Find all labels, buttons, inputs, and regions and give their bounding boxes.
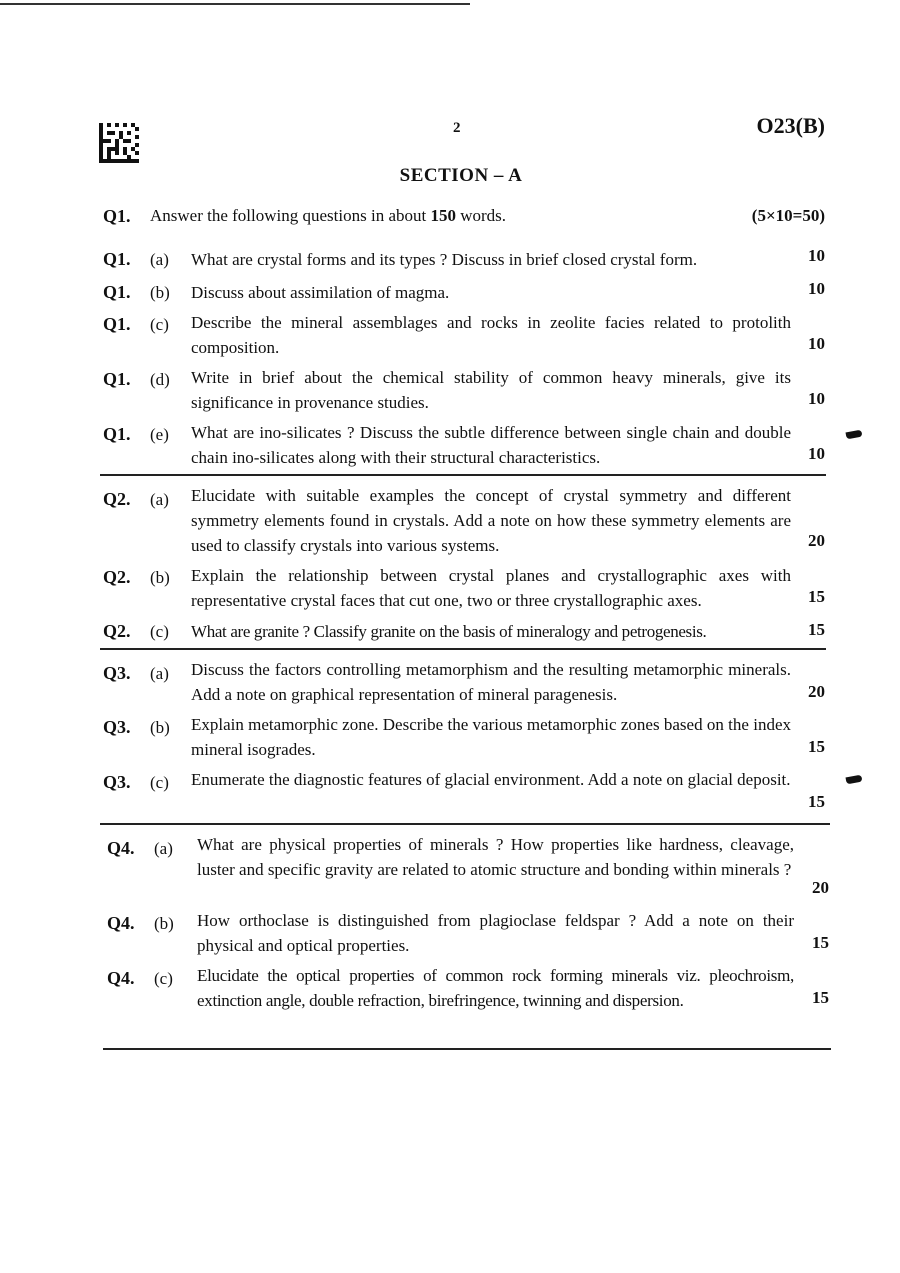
- top-edge-rule: [0, 3, 470, 5]
- question-item: [103, 657, 825, 707]
- question-marks: 10: [808, 279, 825, 298]
- question-number: Q1.: [103, 314, 131, 334]
- question-part: (d): [150, 370, 170, 389]
- question-text: Elucidate with suitable examples the concept of crystal symmetry and different symmetry elements found in crystals. Add a note on how these symmetry elements are used to classify crystals into various systems.: [191, 486, 791, 555]
- question-number: Q4.: [107, 838, 135, 858]
- question-text: What are granite ? Classify granite on the basis of mineralogy and petrogenesis.: [191, 622, 707, 641]
- question-number: Q1.: [103, 249, 131, 269]
- question-number: Q1.: [103, 206, 131, 226]
- question-part: (c): [150, 773, 169, 792]
- question-item: [103, 563, 825, 613]
- question-number: Q2.: [103, 489, 131, 509]
- question-text: Write in brief about the chemical stability of common heavy minerals, give its significance in provenance studies.: [191, 368, 791, 412]
- question-number: Q1.: [103, 424, 131, 444]
- question-number: Q1.: [103, 369, 131, 389]
- question-number: Q1.: [103, 282, 131, 302]
- divider: [100, 474, 826, 476]
- question-text: How orthoclase is distinguished from plagioclase feldspar ? Add a note on their physical and optical properties.: [197, 911, 794, 955]
- margin-tick-mark: [846, 775, 863, 785]
- question-text: Elucidate the optical properties of common rock forming minerals viz. pleochroism, extinction angle, double refraction, birefringence, twinning and dispersion.: [197, 966, 794, 1010]
- question-part: (e): [150, 425, 169, 444]
- page-number: 2: [453, 120, 461, 136]
- question-part: (b): [150, 283, 170, 302]
- instruction-text: Answer the following questions in about 150 words.: [150, 206, 507, 225]
- question-part: (a): [150, 664, 169, 683]
- question-text: Explain the relationship between crystal planes and crystallographic axes with representative crystal faces that cut one, two or three crystallographic axes.: [191, 566, 791, 610]
- question-item: [103, 483, 825, 558]
- question-part: (c): [154, 969, 173, 988]
- question-marks: 10: [808, 444, 825, 463]
- qr-code-icon: [99, 123, 139, 163]
- question-part: (c): [150, 315, 169, 334]
- question-text: Enumerate the diagnostic features of glacial environment. Add a note on glacial deposit.: [191, 770, 791, 789]
- question-item: [103, 280, 825, 305]
- question-marks: 15: [812, 933, 829, 952]
- question-item: [103, 310, 825, 360]
- question-item: [107, 908, 829, 958]
- question-text: Discuss the factors controlling metamorphism and the resulting metamorphic minerals. Add a note on graphical representation of mineral paragenesis.: [191, 660, 791, 704]
- question-marks: 10: [808, 246, 825, 265]
- question-number: Q4.: [107, 913, 135, 933]
- question-text: Describe the mineral assemblages and rocks in zeolite facies related to protolith composition.: [191, 313, 791, 357]
- question-marks: 15: [808, 737, 825, 756]
- question-part: (b): [154, 914, 174, 933]
- question-number: Q2.: [103, 621, 131, 641]
- question-marks: 15: [808, 792, 825, 811]
- question-number: Q3.: [103, 772, 131, 792]
- margin-tick-mark: [846, 430, 863, 440]
- question-item: [103, 365, 825, 415]
- question-text: What are physical properties of minerals ? How properties like hardness, cleavage, luster and specific gravity are related to atomic structure and bonding within minerals ?: [197, 835, 794, 879]
- question-marks: 20: [812, 878, 829, 897]
- question-item: [107, 832, 829, 907]
- paper-code: O23(B): [756, 113, 825, 138]
- question-marks: 15: [812, 988, 829, 1007]
- section-title: SECTION – A: [399, 165, 523, 186]
- question-marks: 15: [808, 620, 825, 639]
- question-item: [103, 712, 825, 762]
- question-item: [103, 420, 825, 470]
- question-marks: 10: [808, 334, 825, 353]
- end-rule: [103, 1048, 831, 1050]
- question-item: [103, 247, 825, 272]
- question-item: [103, 619, 825, 644]
- divider: [100, 648, 826, 650]
- question-item: [103, 767, 825, 817]
- question-part: (a): [150, 250, 169, 269]
- question-part: (b): [150, 718, 170, 737]
- question-text: What are crystal forms and its types ? Discuss in brief closed crystal form.: [191, 250, 698, 269]
- question-text: Explain metamorphic zone. Describe the various metamorphic zones based on the index mineral isogrades.: [191, 715, 791, 759]
- question-part: (b): [150, 568, 170, 587]
- word-count: 150: [430, 206, 456, 225]
- question-text: What are ino-silicates ? Discuss the subtle difference between single chain and double chain ino-silicates along with their structural characteristics.: [191, 423, 791, 467]
- question-text: Discuss about assimilation of magma.: [191, 283, 450, 302]
- question-number: Q2.: [103, 567, 131, 587]
- question-number: Q3.: [103, 663, 131, 683]
- question-part: (c): [150, 622, 169, 641]
- question-marks: 10: [808, 389, 825, 408]
- question-part: (a): [154, 839, 173, 858]
- question-number: Q3.: [103, 717, 131, 737]
- question-marks: 15: [808, 587, 825, 606]
- question-item: [107, 963, 829, 1013]
- question-number: Q4.: [107, 968, 135, 988]
- question-part: (a): [150, 490, 169, 509]
- total-marks: (5×10=50): [751, 206, 825, 225]
- divider: [100, 823, 830, 825]
- question-marks: 20: [808, 682, 825, 701]
- question-marks: 20: [808, 531, 825, 550]
